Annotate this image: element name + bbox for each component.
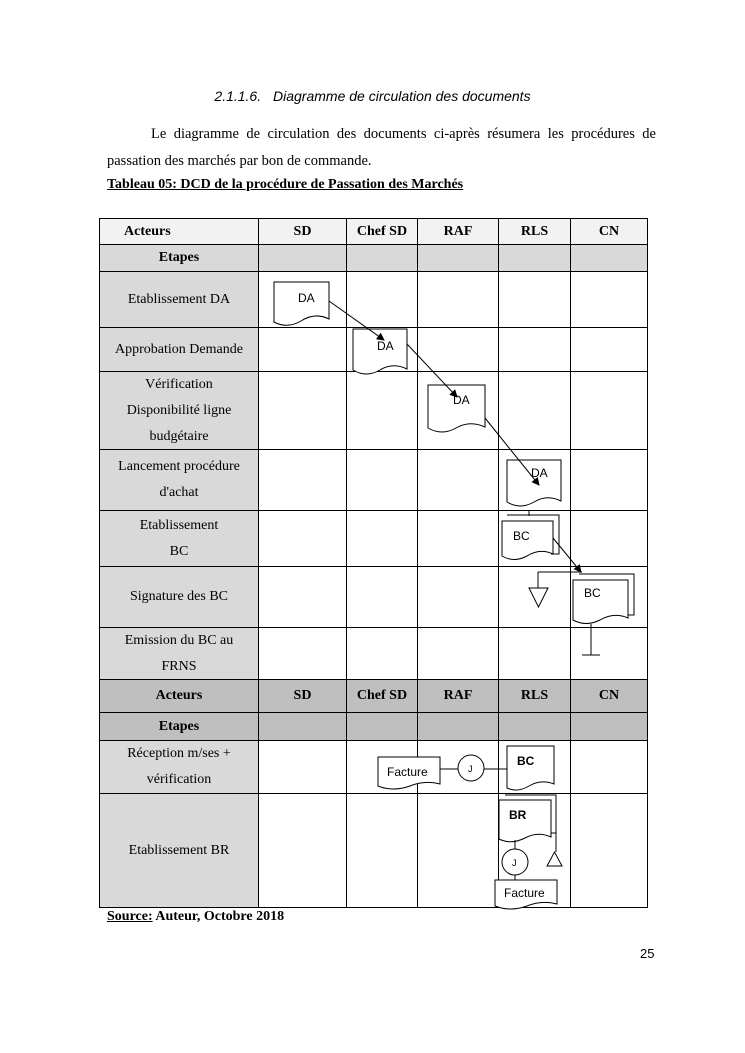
page-number: 25: [640, 946, 655, 961]
header-acteurs: Acteurs: [99, 218, 259, 245]
label-bc: BC: [584, 586, 601, 600]
header-sd: SD: [258, 218, 347, 245]
label-j: J: [512, 858, 517, 868]
document-bc-reception: [507, 746, 554, 790]
step-label: Etablissement DA: [99, 271, 259, 328]
label-da: DA: [298, 291, 315, 305]
table-caption: Tableau 05: DCD de la procédure de Passation des Marchés: [107, 177, 464, 192]
label-da: DA: [453, 393, 470, 407]
label-facture: Facture: [504, 886, 545, 900]
source-label: Source:: [107, 909, 153, 924]
label-br: BR: [509, 808, 527, 822]
label-j: J: [468, 764, 473, 774]
intro-text: Le diagramme de circulation des documents ci-après résumera les procédures de passation des marchés par bon de commande.: [107, 126, 656, 169]
label-da: DA: [377, 339, 394, 353]
step-label: Etablissement BR: [99, 793, 259, 908]
header-sd-2: SD: [258, 679, 347, 713]
label-bc: BC: [513, 529, 530, 543]
header-rls-2: RLS: [498, 679, 571, 713]
header-cn: CN: [570, 218, 648, 245]
source-text: Auteur, Octobre 2018: [155, 909, 285, 924]
section-title: Diagramme de circulation des documents: [273, 88, 531, 104]
source-line: [107, 909, 284, 925]
header-etapes-2: Etapes: [99, 712, 259, 741]
step-label: Vérification Disponibilité ligne budgétaire: [99, 371, 259, 450]
step-label: Emission du BC au FRNS: [99, 627, 259, 680]
step-label: Lancement procédure d'achat: [99, 449, 259, 511]
header-raf: RAF: [417, 218, 499, 245]
label-bc: BC: [517, 754, 535, 768]
archive-triangle-2: [547, 852, 562, 866]
header-raf-2: RAF: [417, 679, 499, 713]
header-acteurs-2: Acteurs: [99, 679, 259, 713]
step-label: Signature des BC: [99, 566, 259, 628]
header-rls: RLS: [498, 218, 571, 245]
step-label: Etablissement BC: [99, 510, 259, 567]
header-chef-sd-2: Chef SD: [346, 679, 418, 713]
archive-triangle-1: [529, 588, 548, 607]
label-da: DA: [531, 466, 548, 480]
header-cn-2: CN: [570, 679, 648, 713]
header-etapes: Etapes: [99, 244, 259, 272]
step-label: Réception m/ses + vérification: [99, 740, 259, 794]
section-number: 2.1.1.6.: [214, 88, 262, 104]
header-chef-sd: Chef SD: [346, 218, 418, 245]
label-facture: Facture: [387, 765, 428, 779]
step-label: Approbation Demande: [99, 327, 259, 372]
